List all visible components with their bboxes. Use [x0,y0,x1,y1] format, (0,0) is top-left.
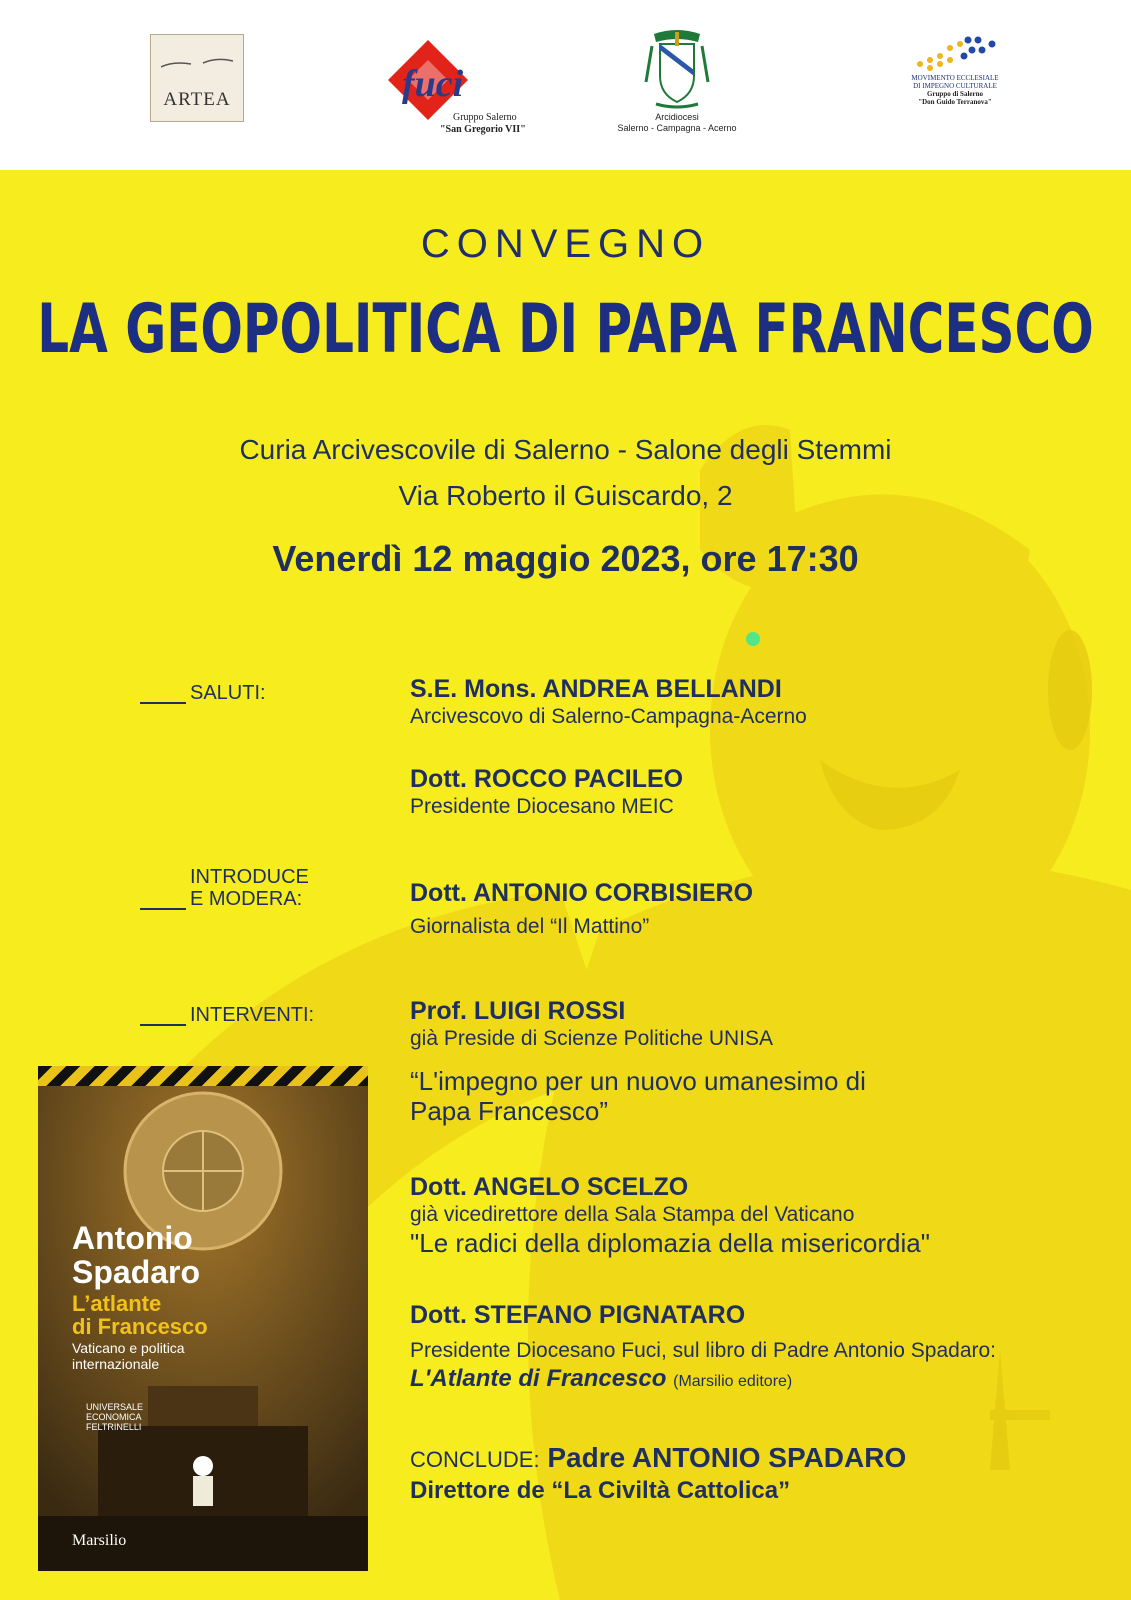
fuci-logo [378,34,528,134]
talk-title: "Le radici della diplomazia della misericordia" [410,1228,930,1258]
venue-address: Via Roberto il Guiscardo, 2 [398,480,733,511]
speaker-name: Dott. ROCCO PACILEO [410,765,684,793]
arcidiocesi-places: Salerno - Campagna - Acerno [617,123,737,133]
book-subtitle-line: internazionale [72,1356,160,1372]
talk-title: “L'impegno per un nuovo umanesimo di [410,1066,866,1096]
book-title: L'Atlante di Francesco [410,1365,667,1392]
hazard-stripes [38,1066,368,1086]
speaker-spadaro [410,1442,906,1506]
speaker-pacileo [410,764,683,820]
book-cover [38,1066,368,1571]
artea-label: ARTEA [163,89,231,110]
speaker-role: Presidente Diocesano MEIC [410,795,674,818]
section-label: SALUTI: [190,682,266,704]
meic-line3: Gruppo di Salerno [926,90,983,98]
series-line: UNIVERSALE [86,1402,144,1412]
book-cover-title [72,1292,208,1338]
book-author-first: Antonio [72,1220,193,1256]
meic-line4: "Don Guido Terranova" [918,98,992,106]
talk-title: Papa Francesco” [410,1096,608,1126]
series-line: FELTRINELLI [86,1422,142,1432]
book-title-line: di Francesco [72,1314,208,1339]
book-subtitle-line: Vaticano e politica [72,1340,185,1356]
section-saluti [140,682,266,704]
speaker-corbisiero [410,878,753,940]
conclude-label: CONCLUDE: [410,1447,540,1472]
speaker-scelzo [410,1172,930,1258]
event-title: LA GEOPOLITICA DI PAPA FRANCESCO [37,290,1094,369]
book-author [72,1221,200,1289]
speaker-name: Prof. LUIGI ROSSI [410,997,626,1025]
meic-line1: MOVIMENTO ECCLESIALE [911,74,999,82]
book-publisher: (Marsilio editore) [673,1373,793,1390]
fuci-group-name: "San Gregorio VII" [440,124,526,135]
event-kicker: CONVEGNO [420,222,711,266]
speaker-role: Direttore de “La Civiltà Cattolica” [410,1477,791,1504]
speaker-name: Dott. ANTONIO CORBISIERO [410,879,754,907]
artea-logo [150,34,244,122]
speaker-name: Dott. STEFANO PIGNATARO [410,1301,746,1329]
arcidiocesi-logo [612,30,742,140]
section-label: INTERVENTI: [190,1004,315,1026]
book-series [86,1402,143,1432]
section-rule [140,1024,186,1026]
speaker-role: già vicedirettore della Sala Stampa del Vaticano [410,1203,855,1226]
venue-name: Curia Arcivescovile di Salerno - Salone degli Stemmi [239,434,892,465]
fuci-group: Gruppo Salerno [453,112,517,123]
section-interventi [140,1004,314,1026]
speaker-role: Arcivescovo di Salerno-Campagna-Acerno [410,705,807,728]
section-label: INTRODUCE [190,866,309,888]
meic-line2: DI IMPEGNO CULTURALE [913,82,997,90]
book-subtitle [72,1340,185,1372]
speaker-bellandi [410,674,807,730]
book-author-last: Spadaro [72,1254,201,1290]
concluding-speaker [410,1442,906,1476]
speaker-name: Padre ANTONIO SPADARO [547,1442,907,1473]
archdiocese-crest-icon [642,30,712,112]
speaker-role: Giornalista del “Il Mattino” [410,915,650,938]
section-introduce [140,866,309,910]
event-date: Venerdì 12 maggio 2023, ore 17:30 [272,538,859,579]
book-reference [410,1364,996,1397]
arcidiocesi-label: Arcidiocesi [655,112,699,122]
series-line: ECONOMICA [86,1412,142,1422]
meic-logo [905,34,1005,124]
green-dot [746,632,760,646]
section-rule [140,702,186,704]
speaker-name: S.E. Mons. ANDREA BELLANDI [410,675,782,703]
meic-dots-icon [910,34,1000,74]
speaker-rossi [410,996,866,1126]
speaker-name: Dott. ANGELO SCELZO [410,1173,689,1201]
fuci-wordmark: fuci [402,63,464,105]
speaker-role: Presidente Diocesano Fuci, sul libro di Padre Antonio Spadaro: [410,1339,997,1362]
speaker-pignataro [410,1300,996,1397]
book-cover-publisher: Marsilio [72,1532,127,1549]
section-rule [140,908,186,910]
speaker-role: già Preside di Scienze Politiche UNISA [410,1027,774,1050]
creation-hands-icon [161,53,233,75]
book-title-line: L’atlante [72,1291,162,1316]
section-label: E MODERA: [190,888,303,910]
